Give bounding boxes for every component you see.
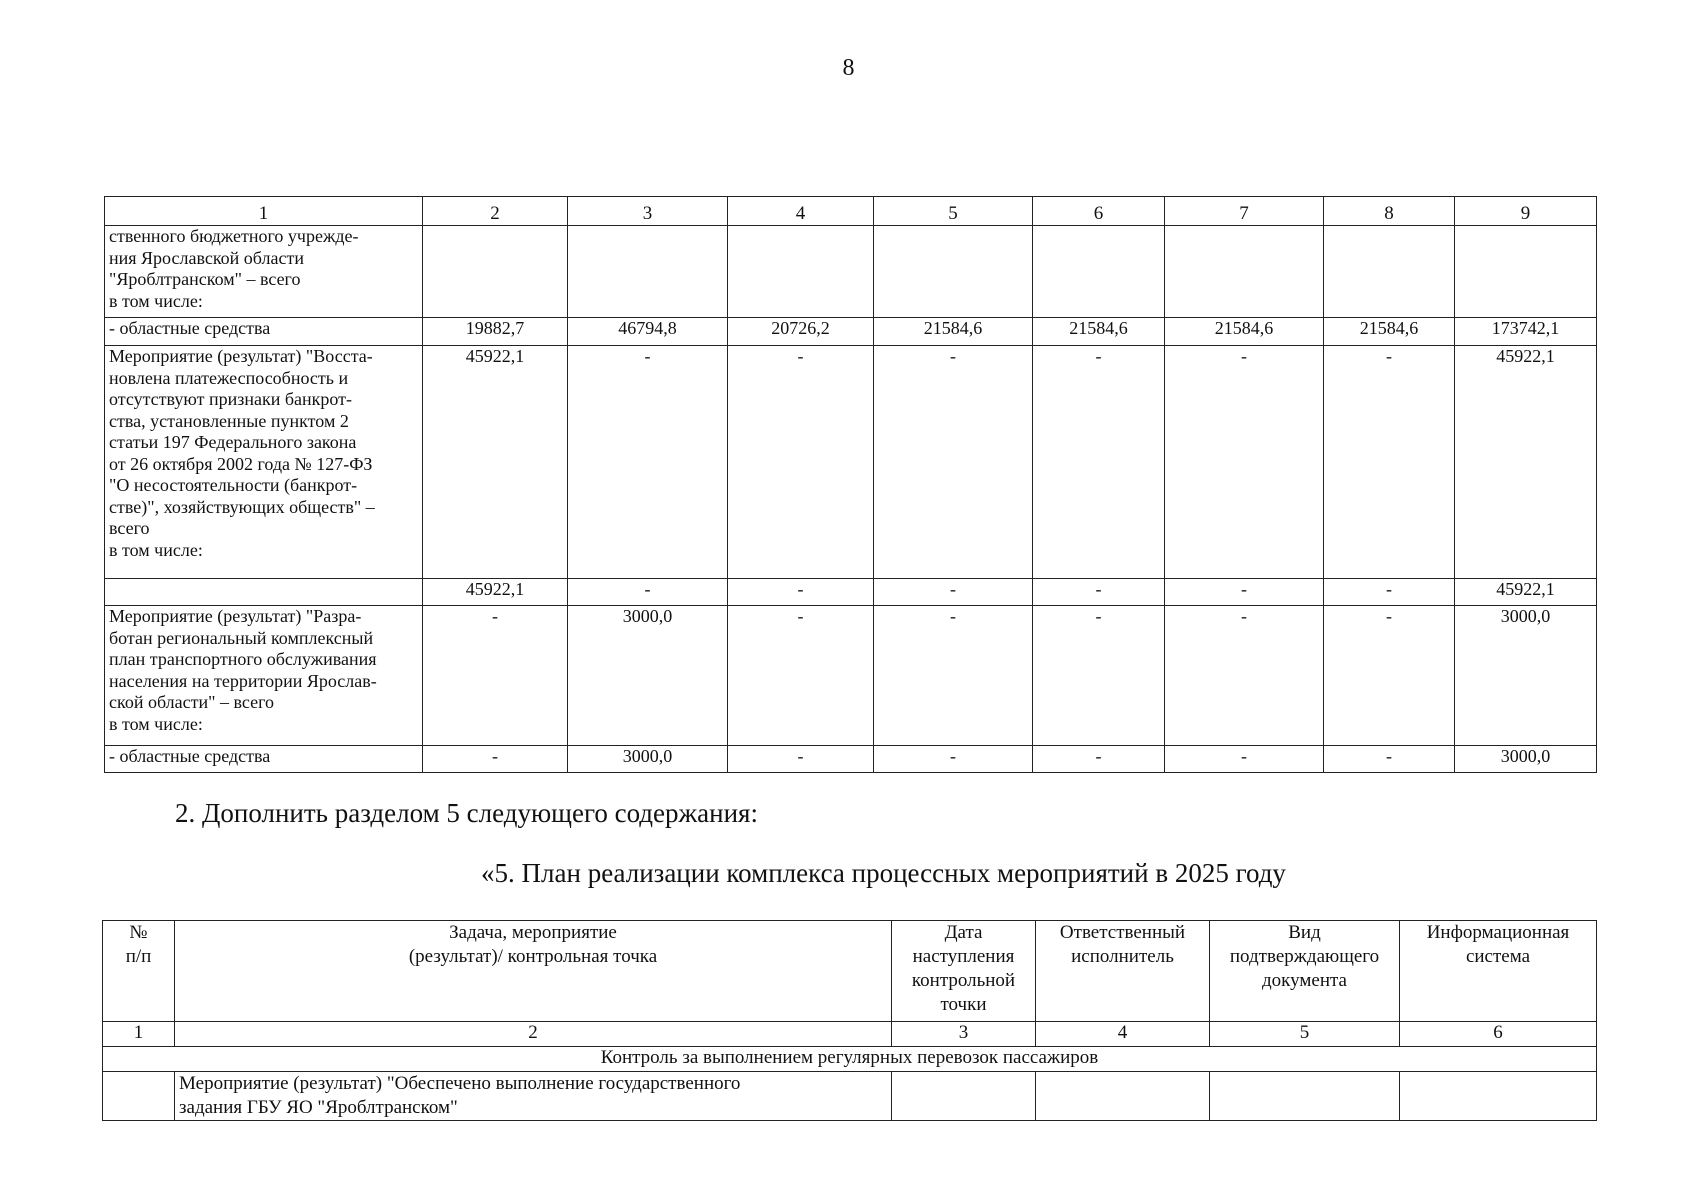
- cell: 45922,1: [423, 346, 568, 579]
- col-number: 3: [568, 197, 728, 226]
- cell: -: [568, 579, 728, 606]
- cell: 21584,6: [1033, 318, 1165, 346]
- cell: [423, 226, 568, 318]
- cell: [103, 1072, 175, 1121]
- cell: [874, 226, 1033, 318]
- col-number: 6: [1033, 197, 1165, 226]
- page-number: 8: [842, 55, 855, 81]
- cell: [1455, 226, 1597, 318]
- row-label: Мероприятие (результат) "Восста- новлена платежеспособность и отсутствуют признаки банкрот- ства, установленные пунктом 2 статьи 197 Федерального закона от 26 октября 2002 года № 127-ФЗ "О несостоятельности (банкрот- стве)", хозяйствующих обществ" – всего в том числе:: [105, 346, 423, 579]
- table-row: [105, 746, 1597, 773]
- col-number: 3: [892, 1022, 1036, 1047]
- cell: -: [1165, 746, 1324, 773]
- cell: -: [728, 579, 874, 606]
- header-task: Задача, мероприятие (результат)/ контрольная точка: [175, 921, 892, 1022]
- table-row: [105, 606, 1597, 746]
- col-number: 4: [1036, 1022, 1210, 1047]
- cell: -: [1033, 746, 1165, 773]
- cell: 20726,2: [728, 318, 874, 346]
- column-numbers-row: [103, 1022, 1597, 1047]
- cell: -: [874, 346, 1033, 579]
- cell: 21584,6: [874, 318, 1033, 346]
- cell: [568, 226, 728, 318]
- row-label: ственного бюджетного учрежде- ния Ярославской области "Яроблтранском" – всего в том числе:: [105, 226, 423, 318]
- cell: [892, 1072, 1036, 1121]
- instruction-text: 2. Дополнить разделом 5 следующего содержания:: [175, 798, 758, 828]
- table-row: [105, 346, 1597, 579]
- cell: -: [1165, 579, 1324, 606]
- cell: 46794,8: [568, 318, 728, 346]
- col-number: 6: [1400, 1022, 1597, 1047]
- table-row: [105, 579, 1597, 606]
- cell: -: [728, 346, 874, 579]
- table-row: [103, 1072, 1597, 1121]
- cell: 3000,0: [1455, 746, 1597, 773]
- row-label: - областные средства: [105, 318, 423, 346]
- col-number: 1: [103, 1022, 175, 1047]
- cell: -: [1324, 346, 1455, 579]
- col-number: 4: [728, 197, 874, 226]
- cell: -: [1165, 346, 1324, 579]
- col-number: 9: [1455, 197, 1597, 226]
- header-responsible: Ответственный исполнитель: [1036, 921, 1210, 1022]
- col-number: 2: [423, 197, 568, 226]
- row-label: - областные средства: [105, 746, 423, 773]
- col-number: 8: [1324, 197, 1455, 226]
- cell: -: [1324, 579, 1455, 606]
- cell: [728, 226, 874, 318]
- header-date: Дата наступления контрольной точки: [892, 921, 1036, 1022]
- group-title: Контроль за выполнением регулярных перевозок пассажиров: [103, 1047, 1597, 1072]
- section-title: «5. План реализации комплекса процессных мероприятий в 2025 году: [481, 858, 1286, 888]
- cell: -: [1033, 579, 1165, 606]
- cell: -: [1324, 746, 1455, 773]
- cell: 45922,1: [423, 579, 568, 606]
- cell: 21584,6: [1324, 318, 1455, 346]
- cell: 3000,0: [568, 746, 728, 773]
- cell: -: [874, 579, 1033, 606]
- cell: 19882,7: [423, 318, 568, 346]
- cell: [1165, 226, 1324, 318]
- cell: [1324, 226, 1455, 318]
- cell: 3000,0: [568, 606, 728, 746]
- cell: [1400, 1072, 1597, 1121]
- column-numbers-row: [105, 197, 1597, 226]
- cell: [1036, 1072, 1210, 1121]
- cell: -: [1033, 346, 1165, 579]
- col-number: 1: [105, 197, 423, 226]
- header-doc-type: Вид подтверждающего документа: [1210, 921, 1400, 1022]
- cell: 45922,1: [1455, 579, 1597, 606]
- cell: -: [423, 606, 568, 746]
- col-number: 7: [1165, 197, 1324, 226]
- cell: 173742,1: [1455, 318, 1597, 346]
- row-label: [105, 579, 423, 606]
- header-info-system: Информационная система: [1400, 921, 1597, 1022]
- cell: -: [1165, 606, 1324, 746]
- header-row: [103, 921, 1597, 1022]
- cell: [1033, 226, 1165, 318]
- cell: [1210, 1072, 1400, 1121]
- col-number: 5: [1210, 1022, 1400, 1047]
- cell: 45922,1: [1455, 346, 1597, 579]
- row-task: Мероприятие (результат) "Обеспечено выполнение государственного задания ГБУ ЯО "Яроблтранском": [175, 1072, 892, 1121]
- cell: 3000,0: [1455, 606, 1597, 746]
- header-num: № п/п: [103, 921, 175, 1022]
- cell: -: [568, 346, 728, 579]
- row-label: Мероприятие (результат) "Разра- ботан региональный комплексный план транспортного обслуживания населения на территории Ярослав- ской области" – всего в том числе:: [105, 606, 423, 746]
- cell: -: [423, 746, 568, 773]
- cell: -: [874, 606, 1033, 746]
- cell: -: [1324, 606, 1455, 746]
- cell: -: [1033, 606, 1165, 746]
- cell: -: [874, 746, 1033, 773]
- funding-table: [104, 196, 1597, 773]
- group-row: [103, 1047, 1597, 1072]
- table-row: [105, 318, 1597, 346]
- col-number: 5: [874, 197, 1033, 226]
- table-row: [105, 226, 1597, 318]
- col-number: 2: [175, 1022, 892, 1047]
- plan-table: [102, 920, 1597, 1121]
- cell: 21584,6: [1165, 318, 1324, 346]
- cell: -: [728, 746, 874, 773]
- cell: -: [728, 606, 874, 746]
